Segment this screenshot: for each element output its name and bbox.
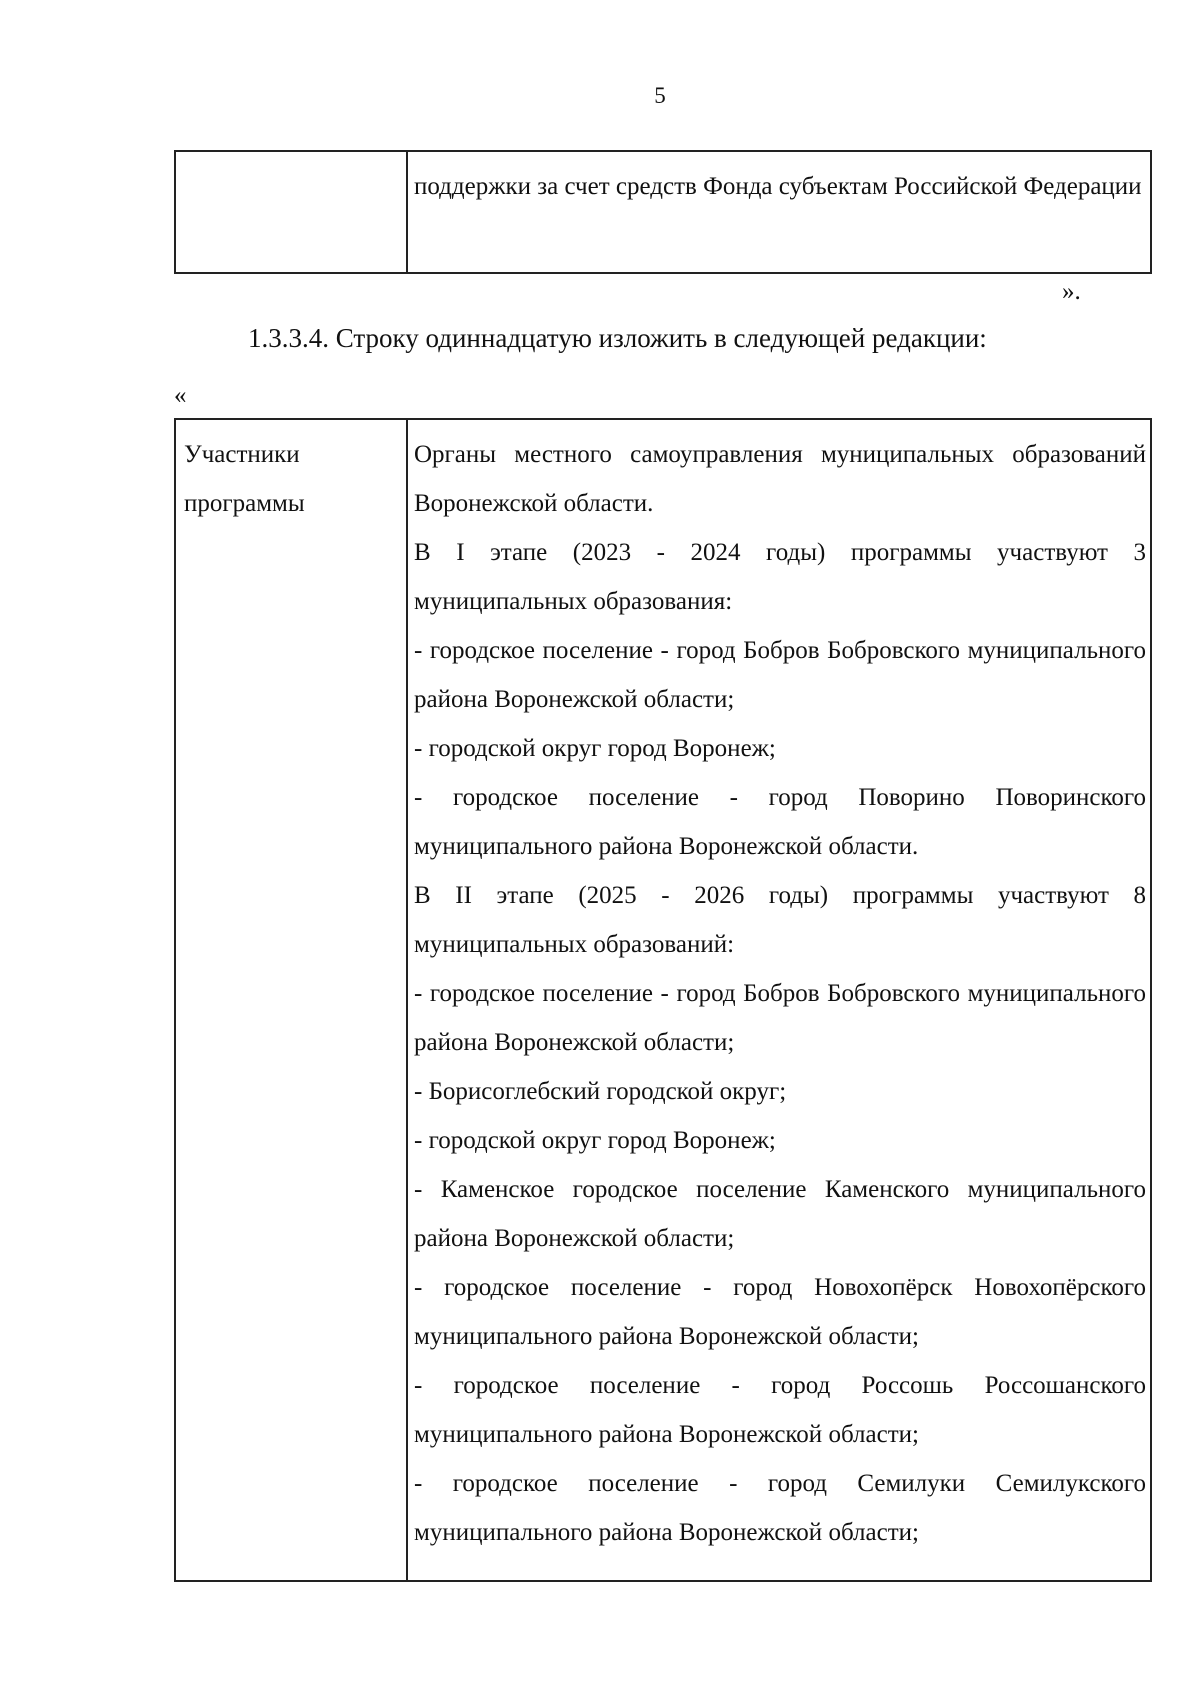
participants-label: Участники программы [184, 441, 305, 517]
opening-quote: « [174, 382, 187, 409]
participants-paragraph: В II этапе (2025 - 2026 годы) программы участвуют 8 муниципальных образований: [414, 882, 1146, 958]
participants-table [174, 418, 1152, 1582]
participants-label-cell [176, 420, 408, 1580]
participants-paragraph: - городской округ город Воронеж; [414, 735, 776, 762]
participants-paragraph: - городское поселение - город Бобров Бобровского муниципального района Воронежской области; [414, 637, 1146, 713]
participants-paragraph: - городское поселение - город Бобров Бобровского муниципального района Воронежской области; [414, 980, 1146, 1056]
participants-paragraph: В I этапе (2023 - 2024 годы) программы участвуют 3 муниципальных образования: [414, 539, 1146, 615]
closing-quote: ». [1062, 278, 1081, 305]
continuation-table [174, 150, 1152, 274]
participants-paragraph: - городское поселение - город Россошь Россошанского муниципального района Воронежской области; [414, 1372, 1146, 1448]
participants-content-cell [408, 420, 1150, 1580]
participants-paragraph: - Каменское городское поселение Каменского муниципального района Воронежской области; [414, 1176, 1146, 1252]
participants-paragraph: Органы местного самоуправления муниципальных образований Воронежской области. [414, 441, 1146, 517]
participants-paragraph: - городское поселение - город Семилуки Семилукского муниципального района Воронежской области; [414, 1470, 1146, 1546]
participants-paragraph: - городское поселение - город Поворино Поворинского муниципального района Воронежской области. [414, 784, 1146, 860]
participants-paragraph: - городской округ город Воронеж; [414, 1127, 776, 1154]
participants-paragraph: - Борисоглебский городской округ; [414, 1078, 787, 1105]
page-number: 5 [654, 83, 666, 108]
table-right-cell [408, 152, 1150, 272]
table-left-cell [176, 152, 408, 272]
amendment-heading: 1.3.3.4. Строку одиннадцатую изложить в следующей редакции: [248, 323, 987, 353]
table-right-cell-text: поддержки за счет средств Фонда субъектам Российской Федерации [414, 173, 1142, 200]
participants-paragraph: - городское поселение - город Новохопёрск Новохопёрского муниципального района Воронежской области; [414, 1274, 1146, 1350]
